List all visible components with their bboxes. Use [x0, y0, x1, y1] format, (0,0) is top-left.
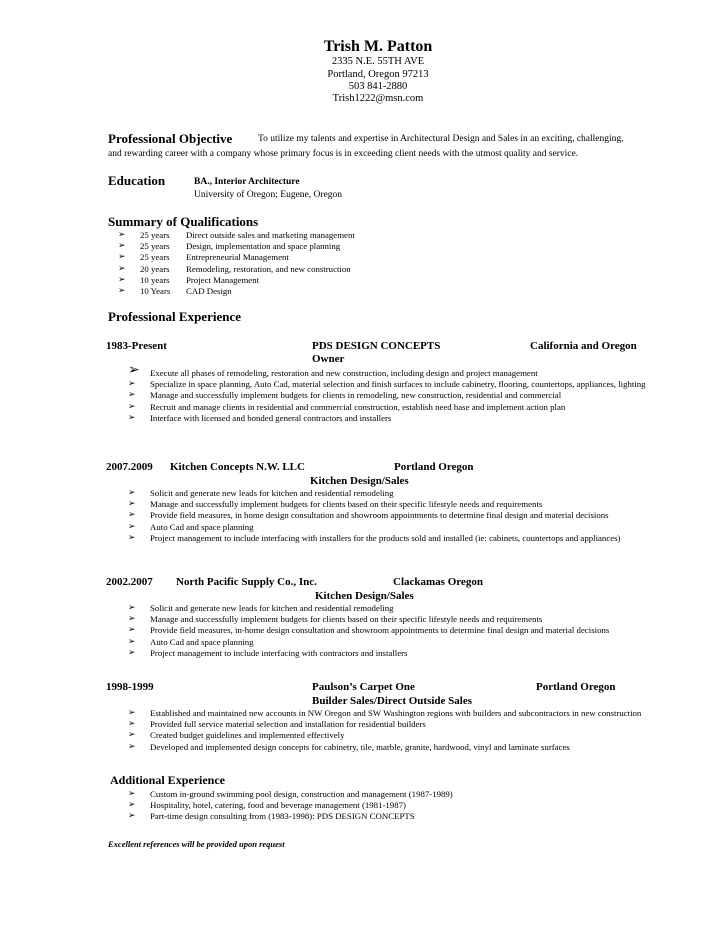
- list-item: ➢ 25 years Direct outside sales and marketing management: [108, 230, 540, 241]
- list-item: ➢ Project management to include interfacing with contractors and installers: [118, 648, 670, 659]
- education-degree: BA., Interior Architecture: [194, 177, 300, 187]
- list-item: ➢ 20 years Remodeling, restoration, and new construction: [108, 264, 540, 275]
- list-item: ➢ Auto Cad and space planning: [118, 522, 670, 533]
- references-note: Excellent references will be provided upon request: [108, 839, 285, 849]
- list-item: ➢ Execute all phases of remodeling, restoration and new construction, including design and project management: [118, 368, 670, 379]
- list-item: ➢ Developed and implemented design concepts for cabinetry, tile, marble, granite, hardwood, vinyl and laminate surfaces: [118, 742, 670, 753]
- job-4-title: Builder Sales/Direct Outside Sales: [312, 695, 473, 707]
- job-4-location: Portland Oregon: [536, 681, 616, 693]
- job-4-company: Paulson’s Carpet One: [312, 681, 415, 693]
- resume-name: Trish M. Patton: [323, 38, 433, 55]
- qualifications-list: [108, 230, 540, 297]
- job-1-company: PDS DESIGN CONCEPTS: [312, 340, 441, 352]
- list-item: ➢ Part-time design consulting from (1983-1998): PDS DESIGN CONCEPTS: [118, 811, 670, 822]
- job-3-dates: 2002.2007: [106, 576, 153, 588]
- list-item: ➢ Interface with licensed and bonded general contractors and installers: [118, 413, 670, 424]
- job-2-location: Portland Oregon: [394, 461, 474, 473]
- job-3-company: North Pacific Supply Co., Inc.: [176, 576, 317, 588]
- list-item: ➢ Provide field measures, in home design consultation and showroom appointments to determine final design and material decisions: [118, 510, 670, 521]
- list-item: ➢ Created budget guidelines and implemented effectively: [118, 730, 670, 741]
- list-item: ➢ 10 years Project Management: [108, 275, 540, 286]
- job-1-location: California and Oregon: [530, 340, 637, 352]
- objective-line-1: To utilize my talents and expertise in Architectural Design and Sales in an exciting, challenging,: [258, 134, 624, 144]
- additional-heading: Additional Experience: [110, 773, 226, 787]
- list-item: ➢ Manage and successfully implement budgets for clients based on their specific lifestyle needs and requirements: [118, 614, 670, 625]
- job-2-title: Kitchen Design/Sales: [310, 475, 409, 487]
- job-4-dates: 1998-1999: [106, 681, 154, 693]
- job-4-bullets: [118, 708, 670, 753]
- job-1-dates: 1983-Present: [106, 340, 167, 352]
- additional-bullets: [118, 789, 670, 823]
- list-item: ➢ Established and maintained new accounts in NW Oregon and SW Washington regions with builders and subcontractors in new construction: [118, 708, 670, 719]
- objective-line-2: and rewarding career with a company whose primary focus is in exceeding client needs with the utmost quality and service.: [108, 149, 579, 159]
- job-1-title: Owner: [312, 353, 345, 365]
- address-line-1: 2335 N.E. 55TH AVE: [331, 56, 425, 67]
- list-item: ➢ Provided full service material selection and installation for residential builders: [118, 719, 670, 730]
- education-school: University of Oregon; Eugene, Oregon: [194, 190, 343, 200]
- job-2-dates: 2007.2009: [106, 461, 153, 473]
- list-item: ➢ Manage and successfully implement budgets for clients based on their specific lifestyle needs and requirements: [118, 499, 670, 510]
- job-2-company: Kitchen Concepts N.W. LLC: [170, 461, 305, 473]
- list-item: ➢ Custom in-ground swimming pool design, construction and management (1987-1989): [118, 789, 670, 800]
- list-item: ➢ 10 Years CAD Design: [108, 286, 540, 297]
- experience-heading: Professional Experience: [108, 309, 241, 324]
- job-3-location: Clackamas Oregon: [393, 576, 483, 588]
- job-3-bullets: [118, 603, 670, 659]
- list-item: ➢ Recruit and manage clients in residential and commercial construction, establish need base and implement action plan: [118, 402, 670, 413]
- list-item: ➢ Hospitality, hotel, catering, food and beverage management (1981-1987): [118, 800, 670, 811]
- list-item: ➢ Auto Cad and space planning: [118, 637, 670, 648]
- list-item: ➢ Solicit and generate new leads for kitchen and residential remodeling: [118, 603, 670, 614]
- list-item: ➢ Provide field measures, in-home design consultation and showroom appointments to determine final design and material decisions: [118, 625, 670, 636]
- list-item: ➢ 25 years Entrepreneurial Management: [108, 252, 540, 263]
- job-2-bullets: [118, 488, 670, 544]
- list-item: ➢ Project management to include interfacing with installers for the products sold and installed (ie: cabinets, countertops and appliances): [118, 533, 670, 544]
- objective-heading: Professional Objective: [108, 131, 233, 146]
- education-heading: Education: [108, 173, 166, 188]
- job-1-bullets: [118, 368, 670, 424]
- email: Trish1222@msn.com: [332, 93, 424, 104]
- list-item: ➢ Solicit and generate new leads for kitchen and residential remodeling: [118, 488, 670, 499]
- list-item: ➢ 25 years Design, implementation and space planning: [108, 241, 540, 252]
- job-3-title: Kitchen Design/Sales: [315, 590, 414, 602]
- address-line-2: Portland, Oregon 97213: [327, 69, 429, 80]
- phone: 503 841-2880: [348, 81, 408, 92]
- list-item: ➢ Manage and successfully implement budgets for clients in remodeling, new construction, residential and commercial: [118, 390, 670, 401]
- list-item: ➢ Specialize in space planning, Auto Cad, material selection and finish surfaces to include cabinetry, flooring, countertops, appliances, lighting: [118, 379, 670, 390]
- qualifications-heading: Summary of Qualifications: [108, 214, 259, 229]
